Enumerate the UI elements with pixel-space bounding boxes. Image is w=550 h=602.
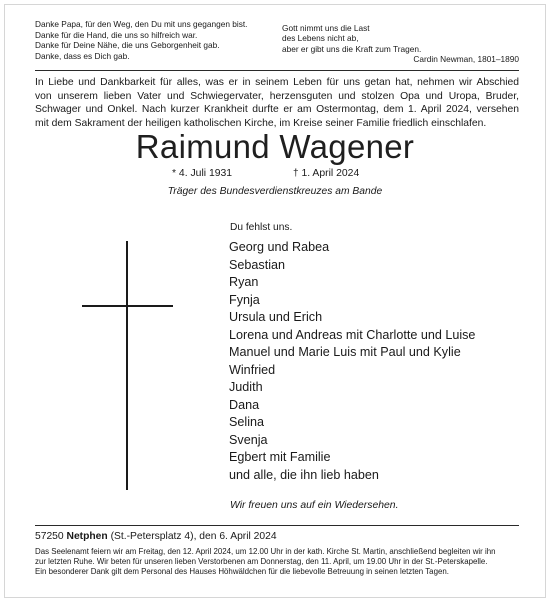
mourner: Fynja xyxy=(229,292,260,307)
quote-right xyxy=(282,23,519,65)
service-notes xyxy=(35,547,519,577)
intro-line: von unserem lieben Vater und Schwiegervater, herzensguten und stolzen Opa und Uropa, Bruder, xyxy=(35,90,519,102)
mourner: Egbert mit Familie xyxy=(229,450,331,464)
closing-line: Wir freuen uns auf ein Wiedersehen. xyxy=(230,500,399,511)
quote-right-line: des Lebens nicht ab, xyxy=(282,33,359,44)
mourner: Georg und Rabea xyxy=(229,240,330,254)
quote-right-line: aber er gibt uns die Kraft zum Tragen. xyxy=(282,43,422,54)
mourner: Judith xyxy=(229,380,263,394)
quotes-section xyxy=(35,19,519,67)
note-line: zur letzten Ruhe. Wir beten für unseren lieben Verstorbenen am Donnerstag, den 11. April, um 19.00 Uhr in der St.-Peterskapelle. xyxy=(35,557,488,567)
dagger-icon: † xyxy=(293,168,299,179)
quote-right-line: Gott nimmt uns die Last xyxy=(282,23,370,33)
mourner: Ryan xyxy=(229,275,259,289)
quote-left-line: Danke Papa, für den Weg, den Du mit uns gegangen bist. xyxy=(35,19,248,29)
cross-vertical-bar xyxy=(126,241,128,490)
intro-line: mit dem Sakrament der heiligen katholischen Kirche, im Kreise seiner Familie friedlich einschlafen. xyxy=(35,118,487,130)
note-line: Das Seelenamt feiern wir am Freitag, den 12. April 2024, um 12.00 Uhr in der kath. Kirche St. Martin, anschließend begleiten wir ihn xyxy=(35,547,496,556)
intro-line: Schwager und Onkel. Nach kurzer Krankheit durfte er am Ostermontag, dem 1. April 2024, versehen xyxy=(35,104,519,116)
note-line: Ein besonderer Dank gilt dem Personal des Hauses Höhwäldchen für die liebevolle Betreuung in seinen letzten Tagen. xyxy=(35,567,449,577)
intro-text xyxy=(35,76,519,131)
postcode: 57250 xyxy=(35,531,64,542)
mourner: Svenja xyxy=(229,432,268,447)
mourner: Dana xyxy=(229,397,260,412)
mourner: Selina xyxy=(229,415,265,429)
mourner: Manuel und Marie Luis mit Paul und Kylie xyxy=(229,345,461,359)
mourner: Ursula und Erich xyxy=(229,310,323,324)
mourner: Winfried xyxy=(229,362,276,377)
cross-horizontal-bar xyxy=(82,305,173,307)
honor-line: Träger des Bundesverdienstkreuzes am Bande xyxy=(167,186,383,197)
bottom-divider xyxy=(35,525,519,526)
miss-text: Du fehlst uns. xyxy=(230,222,293,233)
death-date-wrap xyxy=(293,167,359,180)
quote-left-line: Danke, dass es Dich gab. xyxy=(35,50,130,61)
mourner: Sebastian xyxy=(229,257,286,272)
quote-left-line: Danke für Deine Nähe, die uns Geborgenheit gab. xyxy=(35,40,220,51)
cross-icon xyxy=(82,241,173,490)
town: Netphen xyxy=(66,531,108,542)
mourner: und alle, die ihn lieb haben xyxy=(229,467,379,482)
quote-left-line: Danke für die Hand, die uns so hilfreich war. xyxy=(35,29,198,40)
top-divider xyxy=(35,70,519,71)
birth-date: * 4. Juli 1931 xyxy=(172,168,233,179)
place-date-line xyxy=(35,530,277,543)
death-date: 1. April 2024 xyxy=(301,168,360,179)
intro-line: In Liebe und Dankbarkeit für alles, was er in seinem Leben für uns getan hat, nehmen wir Abschied xyxy=(35,77,519,88)
quote-author: Cardin Newman, 1801–1890 xyxy=(413,54,519,65)
quote-left xyxy=(35,19,247,61)
deceased-name: Raimund Wagener xyxy=(135,128,415,165)
mourner: Lorena und Andreas mit Charlotte und Luise xyxy=(229,327,476,342)
place-detail: (St.-Petersplatz 4), den 6. April 2024 xyxy=(110,531,277,542)
mourner-list xyxy=(229,239,475,484)
